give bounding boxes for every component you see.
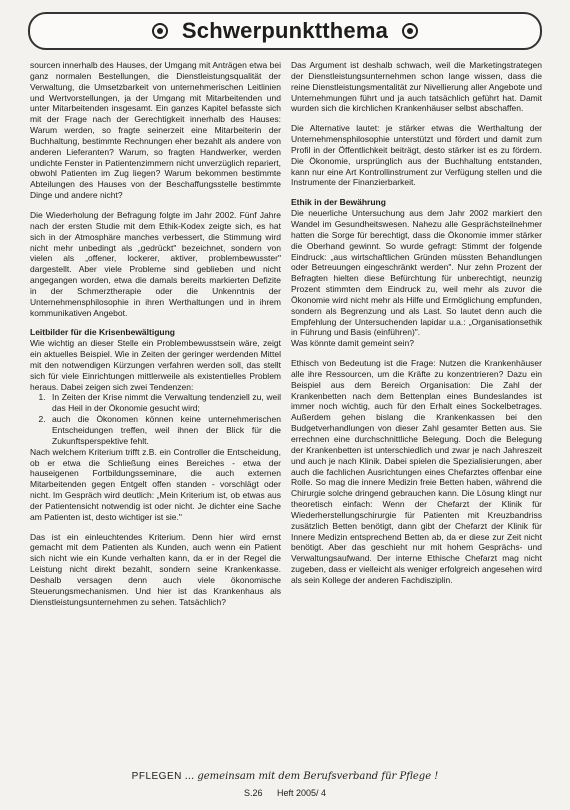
circle-bullet-icon xyxy=(152,23,168,39)
right-column xyxy=(291,60,542,766)
left-column xyxy=(30,60,281,766)
page-footer xyxy=(0,770,570,800)
article-body xyxy=(30,60,542,766)
list-item: 2. auch die Ökonomen können keine unternehmerischen Entscheidungen treffen, weil ihnen der Blick für die Zukunftsperspektive fehlt. xyxy=(48,414,281,447)
magazine-brand: PFLEGEN xyxy=(131,771,182,782)
section-header xyxy=(28,12,542,50)
magazine-tagline: ... gemeinsam mit dem Berufsverband für Pflege ! xyxy=(184,771,439,782)
paragraph: Die neuerliche Untersuchung aus dem Jahr 2002 markiert den Wandel im Gesundheitswesen. Nahezu alle Gesprächsteilnehmer hatten die Sorge für berechtigt, dass die Ökonomie immer stärker die Oberhand gewinnt. So wurde gefragt: Stimmt der folgende Eindruck: „aus wirtschaftlichen Gründen müssten Behandlungen oder Betreuungen eingeschränkt werden". Nur zehn Prozent der Befragten hielten diese Befürchtung für unberechtigt, neunzig Prozent stimmten dem Eindruck zu, weil mehr als zuvor die Ökonomie wird nicht mehr als Hilfe und Ermöglichung empfunden, sondern als Begrenzung und als Last. So lautet denn auch die Empfehlung der Untersuchenden lapidar u.a.: „Organisationsethik in Führung und Basis (einführen)". xyxy=(291,208,542,338)
paragraph: Wie wichtig an dieser Stelle ein Problembewusstsein wäre, zeigt ein aktuelles Beispiel. Wie in Zeiten der geringer werdenden Mittel mit den notwendigen Kürzungen verfahren werden soll, das stellt sich für viele Einrichtungen mittlerweile als existentielles Problem heraus. Dabei zeigen sich zwei Tendenzen: xyxy=(30,338,281,392)
footer-page-line xyxy=(0,786,570,800)
footer-tagline-line xyxy=(0,770,570,784)
paragraph: Die Alternative lautet: je stärker etwas die Werthaltung der Unternehmensphilosophie unterstützt und fördert und damit zum Profil in der Öffentlichkeit beiträgt, desto stärker ist es zu fördern. Die Ökonomie, ursprünglich aus der Buchhaltung entstanden, kann nur eine Art Kontrollinstrument zur Verfügung stellen und die Instrumente der Finanzierbarkeit. xyxy=(291,123,542,188)
page-number: S.26 xyxy=(243,788,263,798)
paragraph: Ethisch von Bedeutung ist die Frage: Nutzen die Krankenhäuser alle ihre Ressourcen, um die Kräfte zu konzentrieren? Dazu ein Beispiel aus dem Bereich Organisation: Die Zahl der Krankenbetten nach dem Bettenplan eines Bundeslandes ist immer noch wichtig, auch für den Erhalt eines Sockelbetrages. Außerdem gehen bislang die Krankenkassen bei den Budgetverhandlungen von dieser Zahl gesamter Betten aus. Sie errechnen eine durchschnittliche Belegung. Doch die Belegung der Krankenbetten ist unterschiedlich und zwar je nach Jahreszeit und auch je nach Klinik. Dabei spielen die Spezialisierungen, aber auch die fachlichen Ausrichtungen eines Chefarztes offenbar eine Rolle. So mag die innere Medizin freie Betten haben, während die Chirurgie solche dringend gebrauchen kann. Die Lösung klingt nur theoretisch einfach: Wenn der Chefarzt der Klinik für Wiederherstellungschirurgie für Patienten mit Kreuzbandriss zusätzlich Betten benötigt, dann gibt der Chefarzt der Klinik für Innere Medizin entsprechend Betten ab, da er diese zur Zeit nicht benötigt. Aber das geschieht nur mit hohem Gesprächs- und Verwaltungsaufwand. Der interne Ethische Chefarzt mag nicht zugeben, dass er vielleicht als weniger erfolgreich angesehen wird als sein Kollege der anderen Fachdisziplin. xyxy=(291,358,542,585)
section-title: Schwerpunktthema xyxy=(181,18,389,43)
numbered-list xyxy=(30,392,281,446)
paragraph: Was könnte damit gemeint sein? xyxy=(291,338,414,349)
subheading: Leitbilder für die Krisenbewältigung xyxy=(30,327,175,338)
paragraph: Das ist ein einleuchtendes Kriterium. Denn hier wird ernst gemacht mit dem Patienten als Kunden, auch wenn ein Patient sich nicht wie ein Kunde verhalten kann, da er in der Regel die Leistung nicht direkt bezahlt, sondern seine Krankenkasse. Deshalb versagen denn auch viele ökonomische Steuerungsmechanismen. Und hier ist das Krankenhaus als Dienstleistungsunternehmen zu sehen. Tatsächlich? xyxy=(30,531,281,607)
paragraph: Das Argument ist deshalb schwach, weil die Marketingstrategen der Dienstleistungsunternehmen schon lange wissen, dass die reine Dienstleistungsmentalität zur Nivellierung aller Angebote und Unternehmungen führt und ja auch tatsächlich geführt hat. Damit wurden sich die kirchlichen Krankenhäuser selbst abschaffen. xyxy=(291,60,542,114)
circle-bullet-icon xyxy=(402,23,418,39)
paragraph: Nach welchem Kriterium trifft z.B. ein Controller die Entscheidung, ob er etwa die Schließung eines Bereiches - etwa der hauseigenen Fortbildungsseminare, die auch externen Mitarbeitenden gegen Entgelt offen standen - vorschlägt oder nicht. Im Gespräch wird deutlich: „Mein Kriterium ist, ob etwas aus der Patientensicht notwendig ist oder nicht. Je dichter eine Sache am Patienten ist, desto wichtiger ist sie." xyxy=(30,446,281,522)
subheading: Ethik in der Bewährung xyxy=(291,197,386,208)
list-item: 1. In Zeiten der Krise nimmt die Verwaltung tendenziell zu, weil das Heil in der Ökonomie gesucht wird; xyxy=(48,392,281,414)
paragraph: Die Wiederholung der Befragung folgte im Jahr 2002. Fünf Jahre nach der ersten Studie mit dem Ethik-Kodex zeigte sich, es hat sich in der Atmosphäre manches verbessert, die Stimmung wird nicht mehr unbedingt als „gedrückt" bezeichnet, sondern von vielen als „offener, lockerer, aktiver, problembewusster" dargestellt. Aber viele Probleme sind geblieben und nicht angegangen worden, etwa die damals bereits markierten Defizite in der Schmerztherapie oder die Unkenntnis der Unternehmensphilosophie in ihren Werthaltungen und in ihrem kommunikativen Angebot. xyxy=(30,209,281,318)
issue-number: Heft 2005/ 4 xyxy=(276,788,327,798)
paragraph: sourcen innerhalb des Hauses, der Umgang mit Anträgen etwa bei ganz normalen Bestellungen, die Dienstleistungsqualität der Verwaltung, die Umsetzbarkeit von unternehmerischen Leitlinien und Wertvorstellungen, ja der Umgang mit Mitarbeitenden und unter Mitarbeitenden insgesamt. Ein ganzes Kapitel befasste sich mit der Frage nach der Gerechtigkeit innerhalb des Hauses: Warum werden, so fragte seinerzeit eine Mitarbeiterin der Buchhaltung, bestimmte Rechnungen eher bezahlt als andere von anderen Lieferanten? Warum, so fragten Handwerker, werden undichte Fenster in Patientenzimmern nicht unverzüglich repariert, obwohl Patienten im Zug liegen? Warum bekommen bestimmte Abteilungen des Hauses von der Beschaffungsstelle bestimmte Dinge und andere nicht? xyxy=(30,60,281,201)
